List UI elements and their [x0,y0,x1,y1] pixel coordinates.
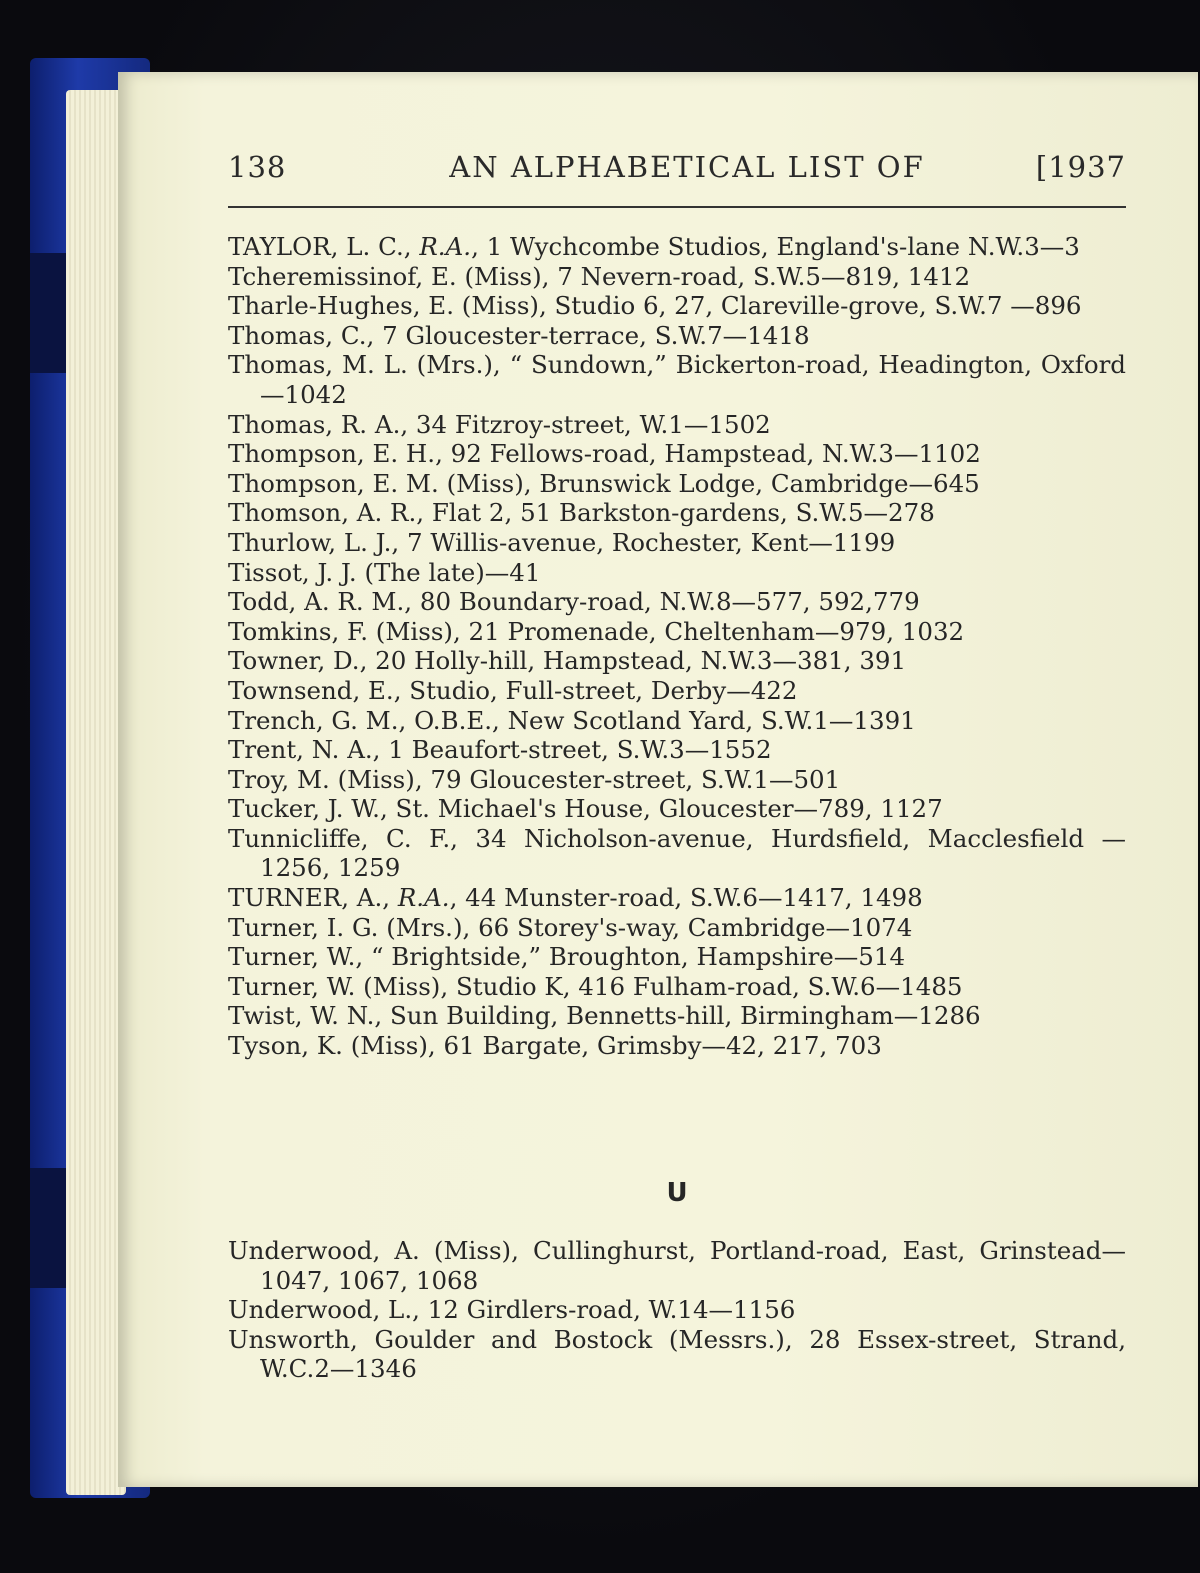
list-entry [228,617,1126,647]
page-edges [66,90,126,1495]
list-entry [228,913,1126,943]
entry-list [228,232,1126,1061]
entry-text-rest: , 44 Munster-road, S.W.6—1417, 1498 [449,883,923,913]
list-entry [228,439,1126,469]
list-entry [228,942,1126,972]
list-entry [228,528,1126,558]
list-entry [228,824,1126,883]
list-entry [228,232,1126,262]
entry-text: Thomas, R. A., 34 Fitzroy-street, W.1—1502 [228,409,771,439]
list-entry [228,1325,1126,1384]
page-number: 138 [228,150,287,184]
entry-text: Underwood, L., 12 Girdlers-road, W.14—1156 [228,1295,796,1325]
u-entry-list [228,1236,1126,1384]
list-entry [228,765,1126,795]
entry-text: Troy, M. (Miss), 79 Gloucester-street, S.W.1—501 [228,764,841,794]
running-header [228,150,1126,190]
entry-text: Thompson, E. H., 92 Fellows-road, Hampstead, N.W.3—1102 [228,439,981,469]
list-entry [228,1031,1126,1061]
entry-text: Thompson, E. M. (Miss), Brunswick Lodge, Cambridge—645 [228,468,980,498]
list-entry [228,972,1126,1002]
list-entry [228,735,1126,765]
list-entry [228,410,1126,440]
list-entry [228,498,1126,528]
list-entry [228,558,1126,588]
entry-text: Tissot, J. J. (The late)—41 [228,557,541,587]
entry-text: TURNER, A., [228,883,398,913]
entry-text: TAYLOR, L. C., [228,232,420,261]
list-entry [228,706,1126,736]
entry-text: Todd, A. R. M., 80 Boundary-road, N.W.8—577, 592,779 [228,587,920,617]
list-entry [228,587,1126,617]
list-entry [228,883,1126,913]
list-entry [228,321,1126,351]
entry-text: Turner, W., “ Brightside,” Broughton, Hampshire—514 [228,942,906,972]
entry-text: Trent, N. A., 1 Beaufort-street, S.W.3—1552 [228,735,772,765]
list-entry [228,676,1126,706]
entry-text: Tharle-Hughes, E. (Miss), Studio 6, 27, Clareville-grove, S.W.7 —896 [228,291,1082,321]
list-entry [228,646,1126,676]
list-entry [228,794,1126,824]
list-entry [228,1236,1126,1295]
entry-text: Twist, W. N., Sun Building, Bennetts-hill, Birmingham—1286 [228,1001,981,1031]
entry-text: Turner, W. (Miss), Studio K, 416 Fulham-road, S.W.6—1485 [228,971,963,1001]
header-year: [1937 [1035,150,1126,184]
entry-text: Underwood, A. (Miss), Cullinghurst, Portland-road, East, Grinstead—1047, 1067, 1068 [228,1236,1126,1295]
entry-text: Thomas, M. L. (Mrs.), “ Sundown,” Bickerton-road, Headington, Oxford—1042 [228,350,1126,409]
entry-text: Turner, I. G. (Mrs.), 66 Storey's-way, Cambridge—1074 [228,912,913,942]
entry-honour: R.A. [397,883,450,913]
entry-text: Townsend, E., Studio, Full-street, Derby—422 [228,675,798,705]
entry-honour: R.A. [419,232,472,261]
list-entry [228,1001,1126,1031]
entry-text: Towner, D., 20 Holly-hill, Hampstead, N.W.3—381, 391 [228,646,907,676]
entry-text-rest: , 1 Wychcombe Studios, England's-lane N.W.3—3 [471,232,1080,261]
entry-text: Thurlow, L. J., 7 Willis-avenue, Rochester, Kent—1199 [228,527,896,557]
entry-text: Unsworth, Goulder and Bostock (Messrs.), 28 Essex-street, Strand, W.C.2—1346 [228,1324,1126,1384]
list-entry [228,291,1126,321]
entry-text: Tcheremissinof, E. (Miss), 7 Nevern-road, S.W.5—819, 1412 [228,261,971,291]
list-entry [228,1295,1126,1325]
entry-text: Trench, G. M., O.B.E., New Scotland Yard, S.W.1—1391 [228,705,916,735]
section-letter: U [666,1178,688,1208]
entry-text: Tomkins, F. (Miss), 21 Promenade, Cheltenham—979, 1032 [228,616,965,646]
list-entry [228,350,1126,409]
list-entry [228,469,1126,499]
header-rule [228,206,1126,208]
entry-text: Tyson, K. (Miss), 61 Bargate, Grimsby—42, 217, 703 [228,1031,882,1061]
list-entry [228,262,1126,292]
entry-text: Tunnicliffe, C. F., 34 Nicholson-avenue, Hurdsfield, Macclesfield —1256, 1259 [228,823,1126,883]
page-title: AN ALPHABETICAL LIST OF [449,150,925,184]
entry-text: Tucker, J. W., St. Michael's House, Gloucester—789, 1127 [228,794,943,824]
entry-text: Thomson, A. R., Flat 2, 51 Barkston-gardens, S.W.5—278 [228,498,935,528]
entry-text: Thomas, C., 7 Gloucester-terrace, S.W.7—1418 [228,320,810,350]
